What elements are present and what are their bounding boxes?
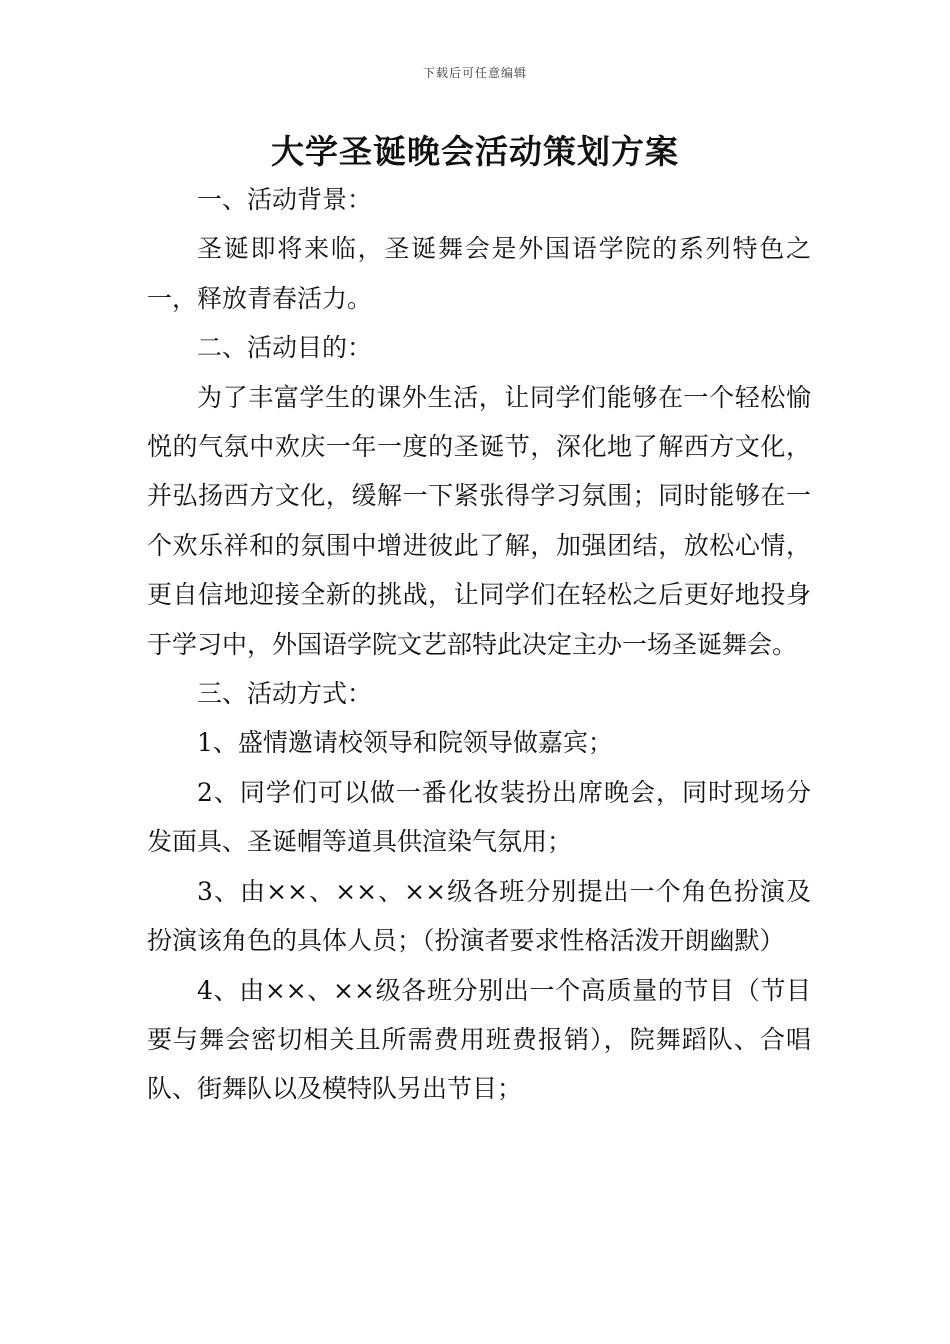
list-item-method-3: 3、由××、××、××级各班分别提出一个角色扮演及扮演该角色的具体人员；（扮演者要求性格活泼开朗幽默） [147, 876, 811, 956]
paragraph-background: 圣诞即将来临，圣诞舞会是外国语学院的系列特色之一，释放青春活力。 [147, 234, 811, 313]
list-item-method-1: 1、盛情邀请校领导和院领导做嘉宾； [197, 728, 613, 758]
list-item-method-2: 2、同学们可以做一番化妆装扮出席晚会，同时现场分发面具、圣诞帽等道具供渲染气氛用； [147, 777, 811, 857]
section-heading-background: 一、活动背景： [197, 185, 373, 214]
section-heading-method: 三、活动方式： [197, 679, 373, 709]
list-item-method-4: 4、由××、××级各班分别出一个高质量的节目（节目要与舞会密切相关且所需费用班费报销），院舞蹈队、合唱队、街舞队以及模特队另出节目； [147, 975, 811, 1104]
header-note: 下载后可任意编辑 [422, 66, 527, 80]
document-body [147, 175, 811, 1114]
section-heading-purpose: 二、活动目的： [197, 333, 373, 363]
paragraph-purpose: 为了丰富学生的课外生活，让同学们能够在一个轻松愉悦的气氛中欢庆一年一度的圣诞节，深化地了解西方文化，并弘扬西方文化，缓解一下紧张得学习氛围；同时能够在一个欢乐祥和的氛围中增进彼此了解，加强团结，放松心情，更自信地迎接全新的挑战，让同学们在轻松之后更好地投身于学习中，外国语学院文艺部特此决定主办一场圣诞舞会。 [147, 382, 811, 659]
document-title: 大学圣诞晚会活动策划方案 [271, 132, 679, 171]
